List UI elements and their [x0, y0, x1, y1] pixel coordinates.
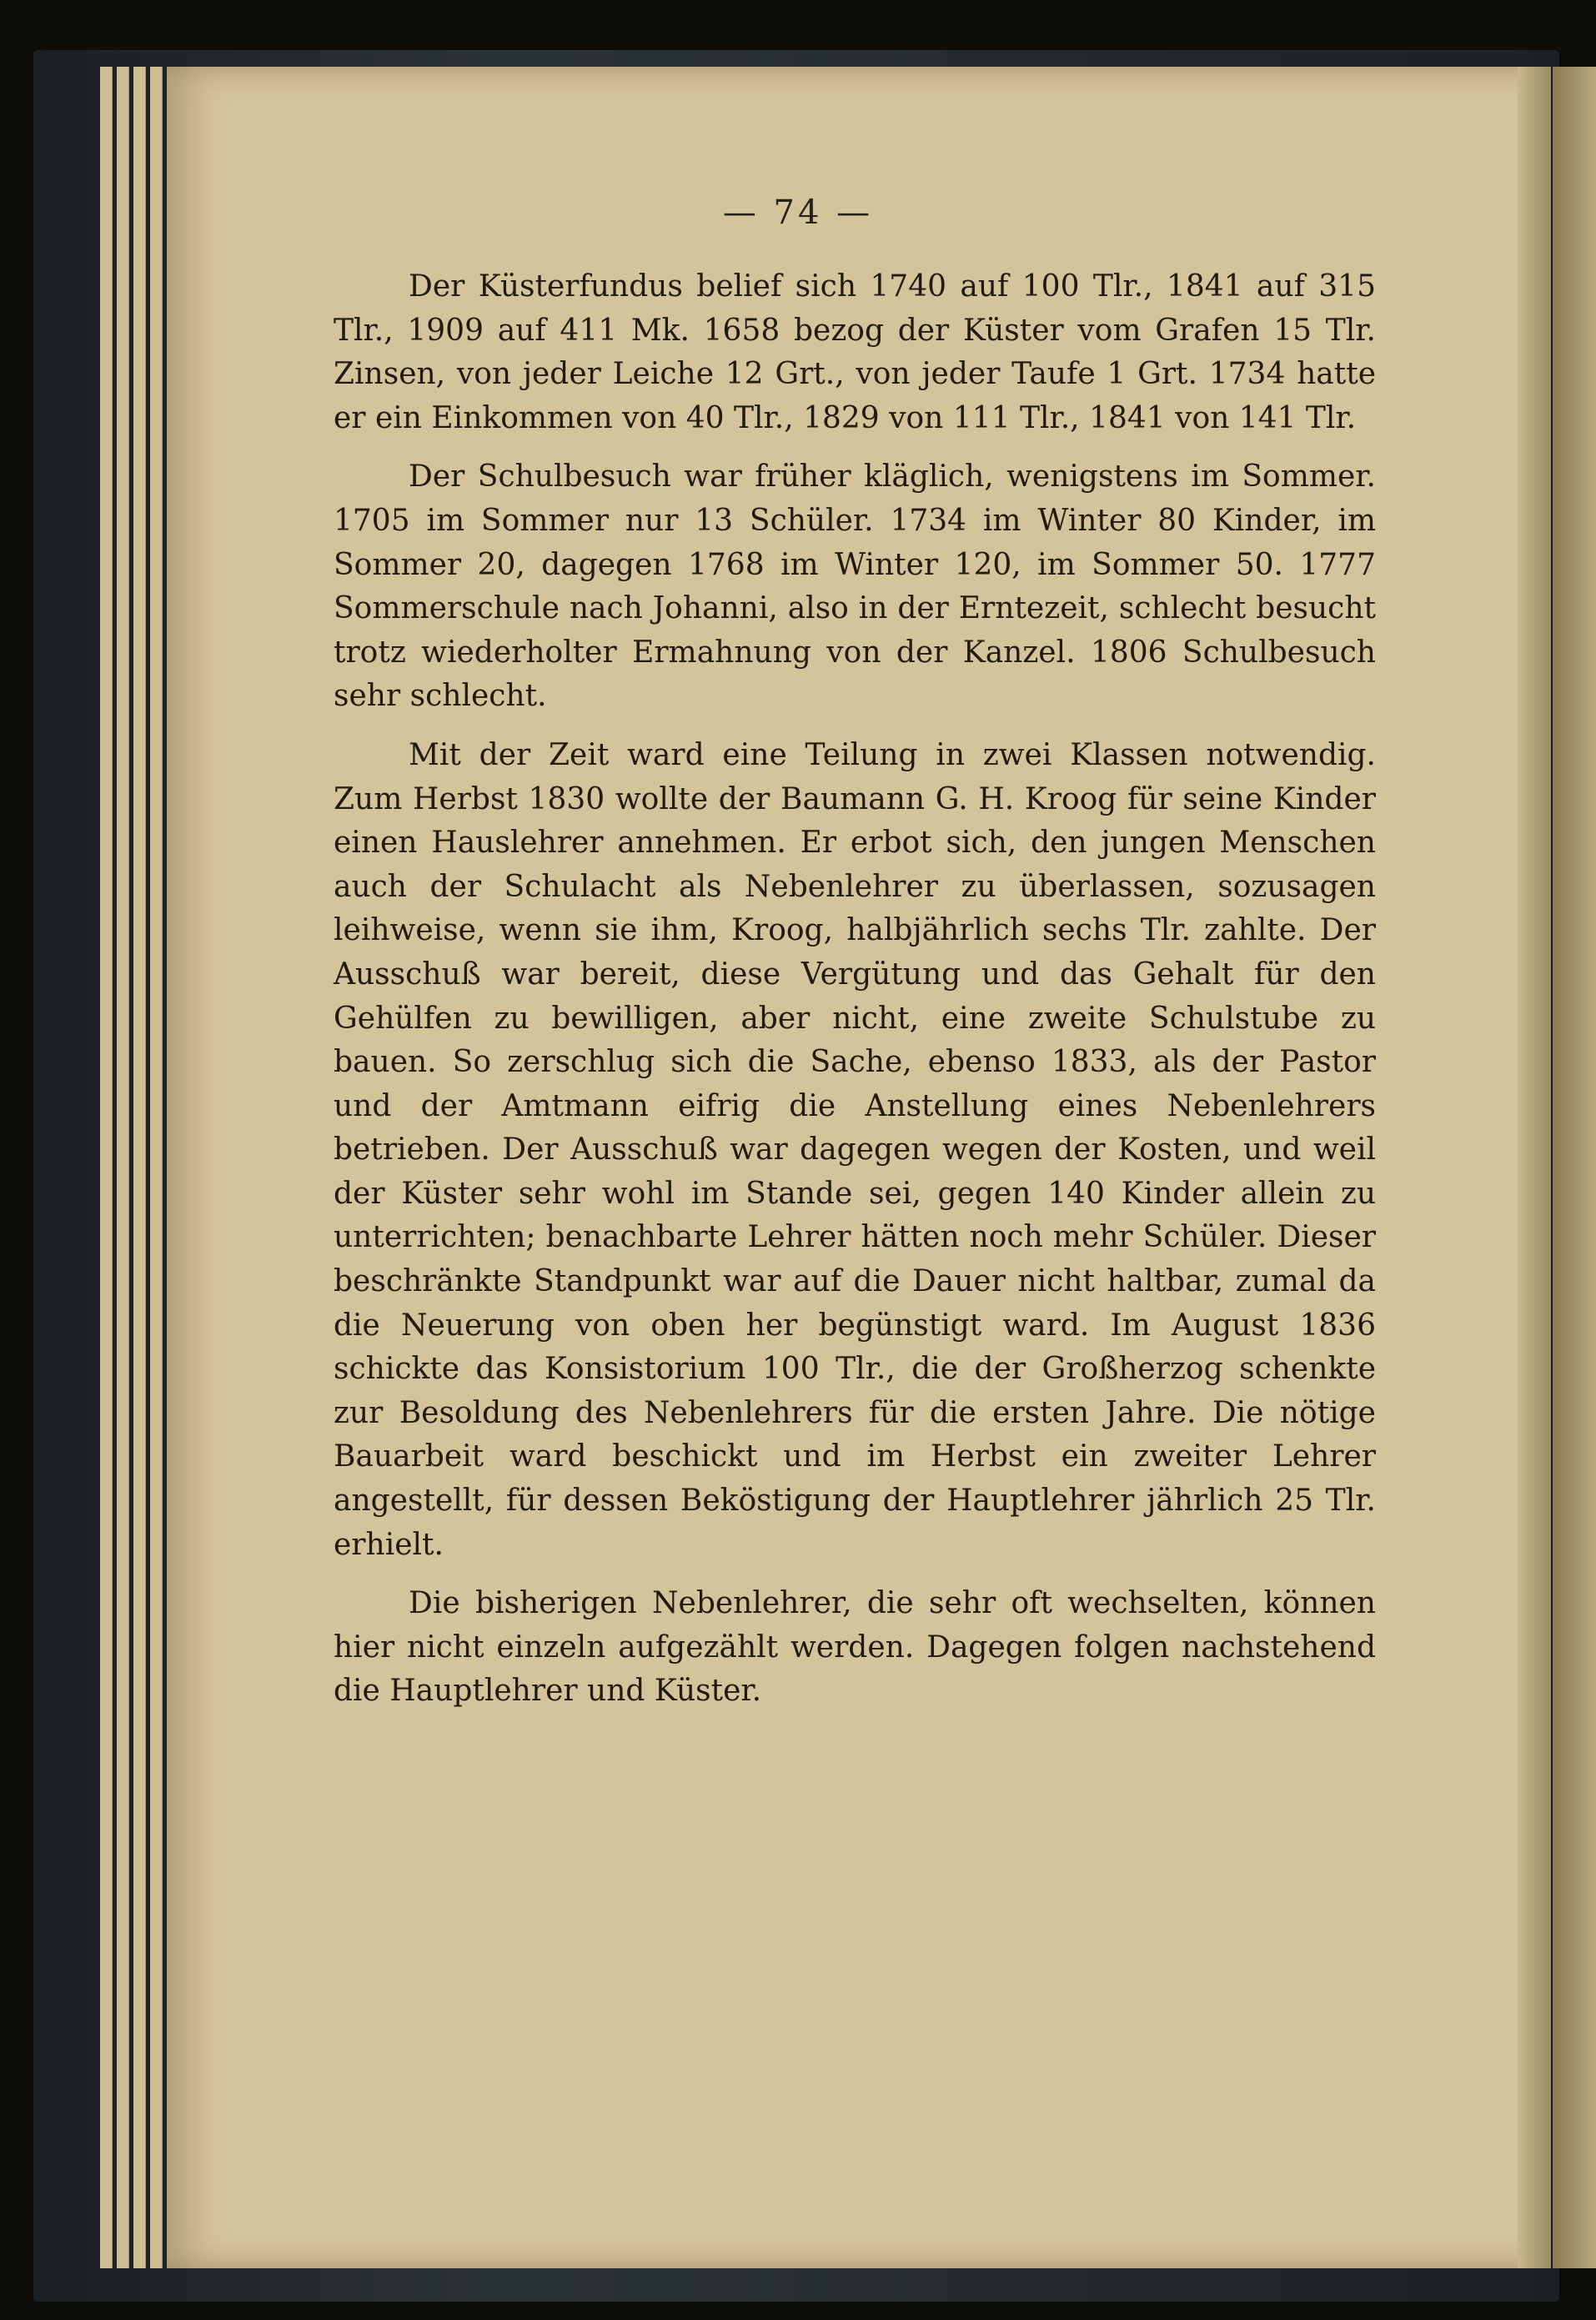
page-edges [100, 67, 113, 2268]
facing-page-edge [1553, 67, 1596, 2268]
paragraph: Die bisherigen Nebenlehrer, die sehr oft wechselten, können hier nicht einzeln aufgezählt werden. Dagegen folgen nachstehend die Hauptlehrer und Küster. [334, 1586, 1376, 1709]
page-edges [117, 67, 129, 2268]
paragraph: Mit der Zeit ward eine Teilung in zwei Klassen notwendig. Zum Herbst 1830 wollte der Baumann G. H. Kroog für seine Kinder einen Hauslehrer annehmen. Er erbot sich, den jungen Menschen auch der Schulacht als Nebenlehrer zu überlassen, sozusagen leihweise, wenn sie ihm, Kroog, halbjährlich sechs Tlr. zahlte. Der Ausschuß war bereit, diese Vergütung und das Gehalt für den Gehülfen zu bewilligen, aber nicht, eine zweite Schulstube zu bauen. So zerschlug sich die Sache, ebenso 1833, als der Pastor und der Amtmann eifrig die Anstellung eines Nebenlehrers betrieben. Der Ausschuß war dagegen wegen der Kosten, und weil der Küster sehr wohl im Stande sei, gegen 140 Kinder allein zu unterrichten; benachbarte Lehrer hätten noch mehr Schüler. Dieser beschränkte Standpunkt war auf die Dauer nicht haltbar, zumal da die Neuerung von oben her begünstigt ward. Im August 1836 schickte das Konsistorium 100 Tlr., die der Großherzog schenkte zur Besoldung des Nebenlehrers für die ersten Jahre. Die nötige Bauarbeit ward beschickt und im Herbst ein zweiter Lehrer angestellt, für dessen Beköstigung der Hauptlehrer jährlich 25 Tlr. erhielt. [334, 737, 1376, 1562]
paragraph: Der Küsterfundus belief sich 1740 auf 100 Tlr., 1841 auf 315 Tlr., 1909 auf 411 Mk. 1658 bezog der Küster vom Grafen 15 Tlr. Zinsen, von jeder Leiche 12 Grt., von jeder Taufe 1 Grt. 1734 hatte er ein Einkommen von 40 Tlr., 1829 von 111 Tlr., 1841 von 141 Tlr. [334, 269, 1376, 435]
page-edges [150, 67, 163, 2268]
page-number: — 74 — [722, 193, 874, 232]
page-gutter [1518, 67, 1551, 2268]
page-body [334, 265, 1376, 1729]
page-edges [133, 67, 146, 2268]
paragraph: Der Schulbesuch war früher kläglich, wenigstens im Sommer. 1705 im Sommer nur 13 Schüler. 1734 im Winter 80 Kinder, im Sommer 20, dagegen 1768 im Winter 120, im Sommer 50. 1777 Sommerschule nach Johanni, also in der Erntezeit, schlecht besucht trotz wiederholter Ermahnung von der Kanzel. 1806 Schulbesuch sehr schlecht. [334, 459, 1376, 714]
